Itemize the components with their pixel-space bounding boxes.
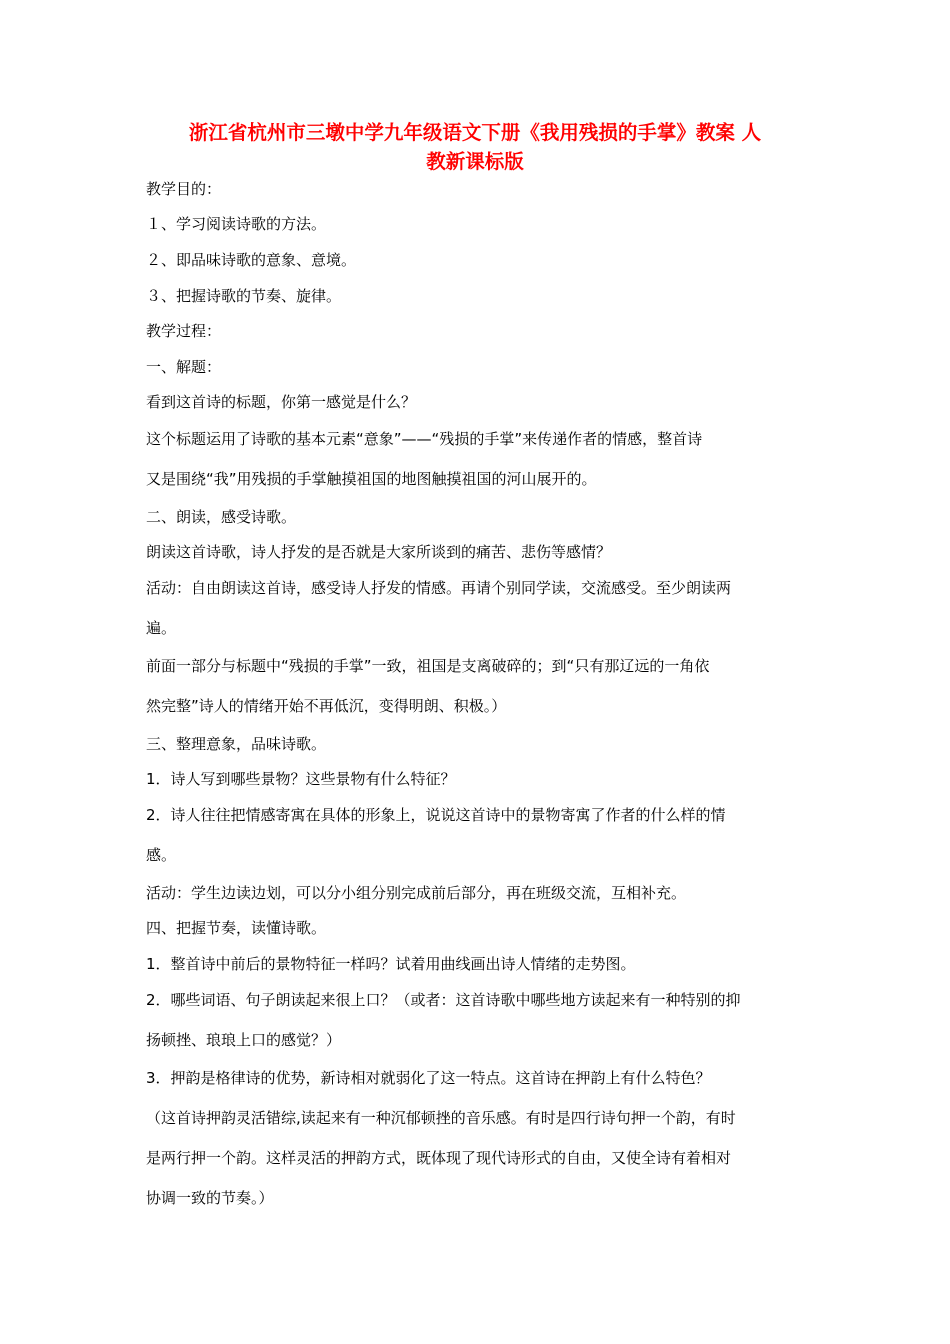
paragraph-line: 感。 [146,846,177,864]
paragraph-line: 看到这首诗的标题，你第一感觉是什么？ [146,393,417,411]
list-item: 1．整首诗中前后的景物特征一样吗？试着用曲线画出诗人情绪的走势图。 [146,955,636,973]
paragraph-line: 活动：自由朗读这首诗，感受诗人抒发的情感。再请个别同学读，交流感受。至少朗读两 [146,579,732,597]
subheading-step-1: 一、解题： [146,358,222,376]
objective-item: ３、把握诗歌的节奏、旋律。 [146,287,342,305]
objective-item: ２、即品味诗歌的意象、意境。 [146,251,357,269]
list-item: 3．押韵是格律诗的优势，新诗相对就弱化了这一特点。这首诗在押韵上有什么特色？ [146,1069,711,1087]
paragraph-line: （这首诗押韵灵活错综,读起来有一种沉郁顿挫的音乐感。有时是四行诗句押一个韵，有时 [146,1109,736,1127]
paragraph-line: 又是围绕“我”用残损的手掌触摸祖国的地图触摸祖国的河山展开的。 [146,470,597,488]
list-item: 2．诗人往往把情感寄寓在具体的形象上，说说这首诗中的景物寄寓了作者的什么样的情 [146,806,726,824]
list-item: 1．诗人写到哪些景物？这些景物有什么特征？ [146,770,456,788]
list-item: 2．哪些词语、句子朗读起来很上口？（或者：这首诗歌中哪些地方读起来有一种特别的抑 [146,991,741,1009]
title-line-1: 浙江省杭州市三墩中学九年级语文下册《我用残损的手掌》教案 人 [188,121,762,144]
title-line-2: 教新课标版 [426,150,524,173]
subheading-step-2: 二、朗读，感受诗歌。 [146,508,297,526]
paragraph-line: 活动：学生边读边划，可以分小组分别完成前后部分，再在班级交流，互相补充。 [146,884,687,902]
section-heading-objectives: 教学目的： [146,180,222,198]
paragraph-line: 朗读这首诗歌，诗人抒发的是否就是大家所谈到的痛苦、悲伤等感情？ [146,543,612,561]
section-heading-process: 教学过程： [146,322,222,340]
paragraph-line: 然完整”诗人的情绪开始不再低沉，变得明朗、积极。） [146,697,507,715]
paragraph-line: 这个标题运用了诗歌的基本元素“意象”——“残损的手掌”来传递作者的情感，整首诗 [146,430,703,448]
subheading-step-4: 四、把握节奏，读懂诗歌。 [146,919,327,937]
objective-item: １、学习阅读诗歌的方法。 [146,215,327,233]
paragraph-line: 协调一致的节奏。） [146,1189,274,1207]
paragraph-line: 是两行押一个韵。这样灵活的押韵方式，既体现了现代诗形式的自由，又使全诗有着相对 [146,1149,732,1167]
document-title [140,118,810,176]
subheading-step-3: 三、整理意象，品味诗歌。 [146,735,327,753]
paragraph-line: 扬顿挫、琅琅上口的感觉？） [146,1031,342,1049]
paragraph-line: 遍。 [146,619,177,637]
paragraph-line: 前面一部分与标题中“残损的手掌”一致，祖国是支离破碎的；到“只有那辽远的一角依 [146,657,710,675]
